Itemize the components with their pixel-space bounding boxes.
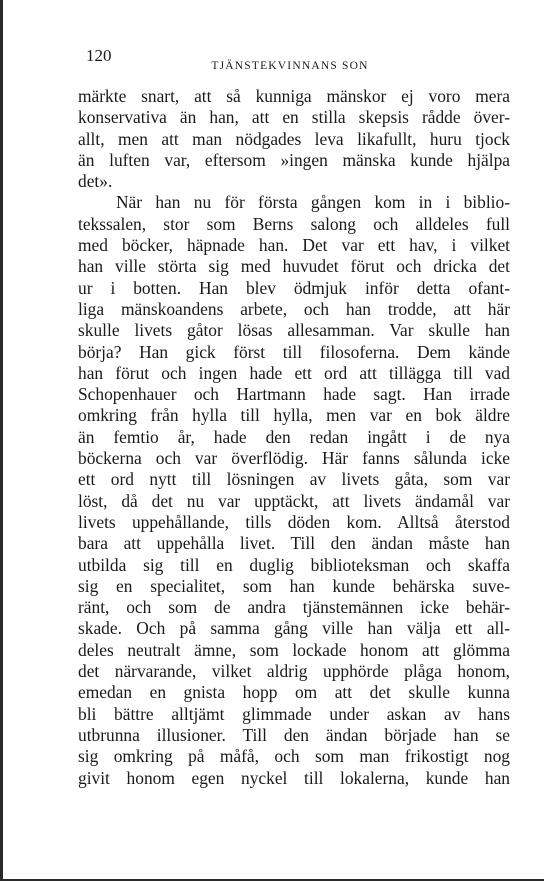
running-title: TJÄNSTEKVINNANS SON	[211, 60, 369, 72]
text-line: skulle livets gåtor lösas allesamman. Var skulle han	[78, 320, 510, 341]
text-line: deles neutralt ämne, som lockade honom att glömma	[78, 639, 510, 660]
text-line: När han nu för första gången kom in i biblio-	[116, 192, 510, 213]
text-line: börja? Han gick först till filosoferna. Dem kände	[78, 341, 510, 362]
text-line: utbilda sig till en duglig biblioteksman och skaffa	[78, 554, 510, 575]
text-line: livets uppehållande, tills döden kom. Alltså återstod	[78, 511, 510, 532]
text-line: sig en specialitet, som han kunde behärska suve-	[78, 575, 510, 596]
text-line: omkring från hylla till hylla, men var en bok äldre	[78, 405, 510, 426]
text-line: bli bättre alltjämt glimmade under askan av hans	[78, 703, 510, 724]
body-text	[78, 86, 510, 789]
text-line: liga mänskoandens arbete, och han trodde, att här	[78, 298, 510, 319]
text-line: han förut och ingen hade ett ord att tillägga till vad	[78, 362, 510, 383]
scan-edge-left	[0, 0, 3, 881]
text-line: konservativa än han, att en stilla skepsis rådde över-	[78, 107, 510, 128]
text-line: ur i botten. Han blev ödmjuk inför detta ofant-	[78, 277, 510, 298]
text-line: allt, men att man nödgades leva likafullt, huru tjock	[78, 128, 510, 149]
text-line: märkte snart, att så kunniga mänskor ej voro mera	[78, 86, 510, 106]
text-line: böckerna och var överflödig. Här fanns sålunda icke	[78, 448, 510, 469]
text-line: ränt, och som de andra tjänstemännen icke behär-	[78, 597, 510, 618]
text-line: han ville störta sig med huvudet förut och dricka det	[78, 256, 510, 277]
page-number: 120	[86, 46, 112, 65]
text-line: sig omkring på måfå, och som man frikostigt nog	[78, 746, 510, 767]
text-line: tekssalen, stor som Berns salong och alldeles full	[78, 213, 510, 234]
text-line: Schopenhauer och Hartmann hade sagt. Han irrade	[78, 384, 510, 405]
text-line: än femtio år, hade den redan ingått i de nya	[78, 426, 510, 447]
text-line: utbrunna illusioner. Till den ändan började han se	[78, 724, 510, 745]
text-line: det».	[78, 171, 113, 192]
text-line: med böcker, häpnade han. Det var ett hav, i vilket	[78, 235, 510, 256]
text-line: bara att uppehålla livet. Till den ändan måste han	[78, 533, 510, 554]
text-line: givit honom egen nyckel till lokalerna, kunde han	[78, 767, 510, 788]
text-line: än luften var, eftersom »ingen mänska kunde hjälpa	[78, 149, 510, 170]
text-line: det närvarande, vilket aldrig upphörde plåga honom,	[78, 661, 510, 682]
text-line: löst, då det nu var upptäckt, att livets ändamål var	[78, 490, 510, 511]
text-line: ett ord nytt till lösningen av livets gåta, som var	[78, 469, 510, 490]
text-line: skade. Och på samma gång ville han välja ett all-	[78, 618, 510, 639]
text-line: emedan en gnista hopp om att det skulle kunna	[78, 682, 510, 703]
